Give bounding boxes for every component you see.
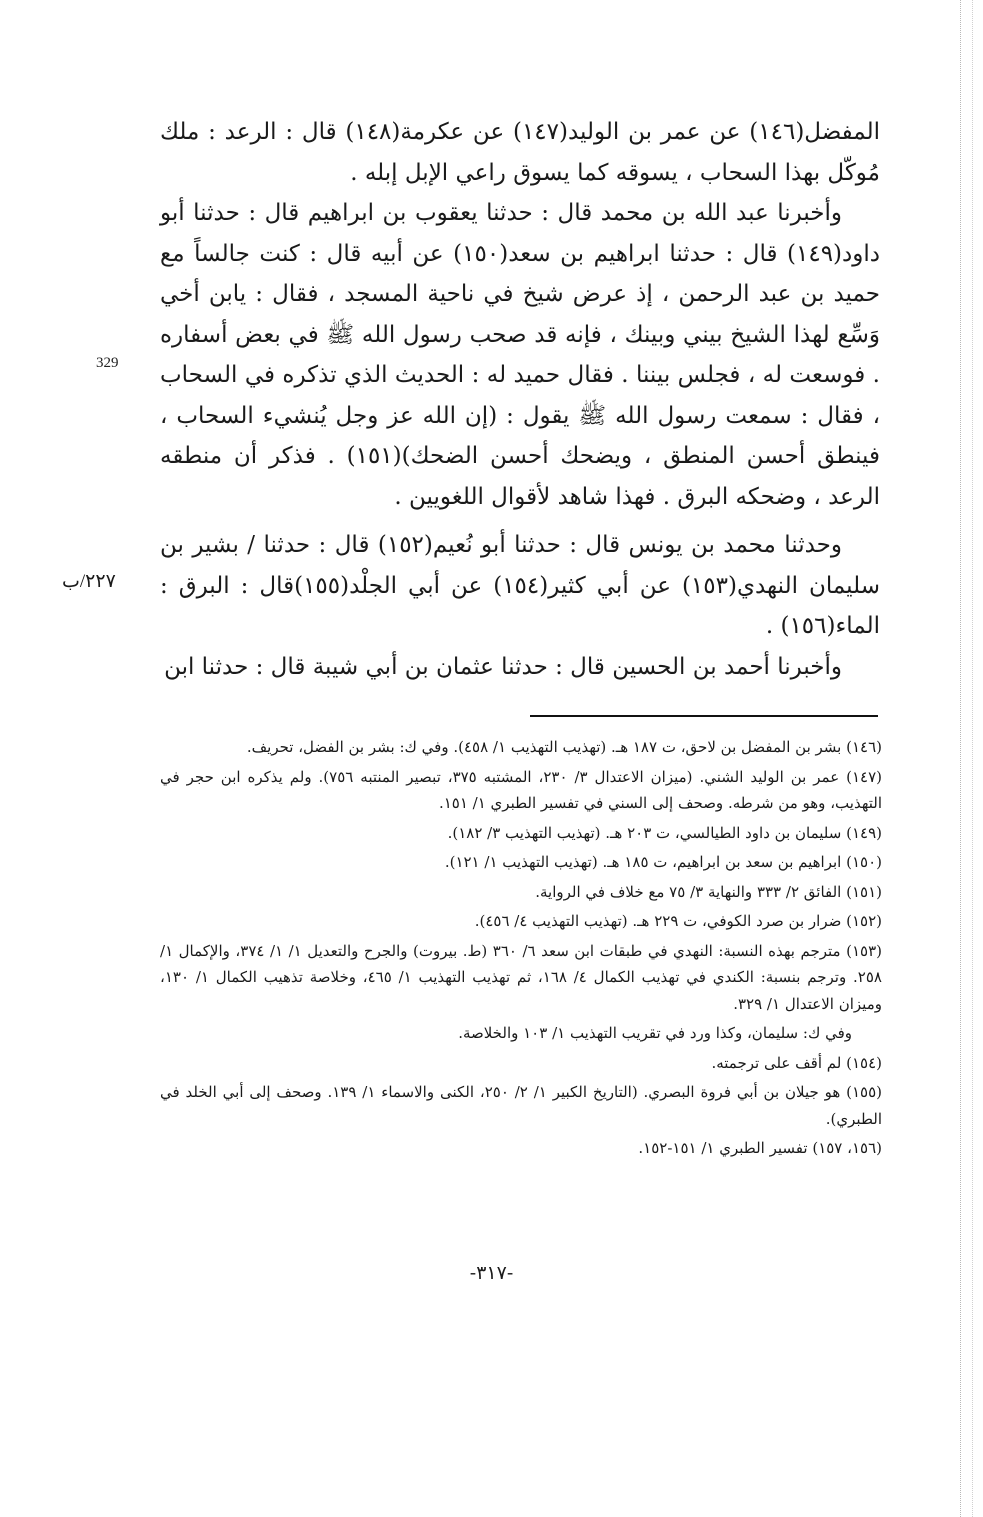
footnote-150: (١٥٠) ابراهيم بن سعد بن ابراهيم، ت ١٨٥ هـ. (تهذيب التهذيب ١/ ١٢١).: [444, 853, 882, 871]
footnotes-section: [160, 734, 882, 1165]
footnote-154: (١٥٤) لم أقف على ترجمته.: [711, 1053, 882, 1072]
footnote-146: (١٤٦) بشر بن المفضل بن لاحق، ت ١٨٧ هـ. (تهذيب التهذيب ١/ ٤٥٨). وفي ك: بشر بن الفضل، تحريف.: [246, 738, 882, 756]
paragraph-1: المفضل(١٤٦) عن عمر بن الوليد(١٤٧) عن عكرمة(١٤٨) قال : الرعد : ملك مُوكّل بهذا السحاب ، يسوقه كما يسوق راعي الإبل إبله .: [160, 119, 880, 186]
scan-edge-line: [960, 0, 961, 1517]
paragraph-2: وأخبرنا عبد الله بن محمد قال : حدثنا يعقوب بن ابراهيم قال : حدثنا أبو داود(١٤٩) قال : حدثنا ابراهيم بن سعد(١٥٠) عن أبيه قال : كنت جالساً مع حميد بن عبد الرحمن ، إذ عرض شيخ في ناحية المسجد ، فقال : يابن أخي وَسِّع لهذا الشيخ بيني وبينك ، فإنه قد صحب رسول الله ﷺ في بعض أسفاره . فوسعت له ، فجلس بيننا . فقال حميد له : الحديث الذي تذكره في السحاب ، فقال : سمعت رسول الله ﷺ يقول : (إن الله عز وجل يُنشيء السحاب ، فينطق أحسن المنطق ، ويضحك أحسن الضحك)(١٥١) . فذكر أن منطقه الرعد ، وضحكه البرق . فهذا شاهد لأقوال اللغويين .: [160, 200, 881, 510]
page-number: -٣١٧-: [469, 1262, 514, 1284]
footnote-155: (١٥٥) هو جيلان بن أبي فروة البصري. (التاريخ الكبير ١/ ٢/ ٢٥٠، الكنى والاسماء ١/ ١٣٩. وصحف إلى أبي الخلد في الطبري).: [160, 1083, 883, 1128]
scan-edge-line-outer: [972, 0, 973, 1517]
footnote-153: (١٥٣) مترجم بهذه النسبة: النهدي في طبقات ابن سعد ٦/ ٣٦٠ (ط. بيروت) والجرح والتعديل ١/ ١/ ٣٧٤، والإكمال ١/ ٢٥٨. وترجم بنسبة: الكندي في تهذيب الكمال ٤/ ١٦٨، ثم تهذيب التهذيب ١/ ٤٦٥، وخلاصة تذهيب الكمال ١/ ١٣٠، وميزان الاعتدال ١/ ٣٢٩.: [160, 941, 882, 1013]
footnote-147: (١٤٧) عمر بن الوليد الشني. (ميزان الاعتدال ٣/ ٢٣٠، المشتبه ٣٧٥، تبصير المنتبه ٧٥٦). ولم يذكره ابن حجر في التهذيب، وهو من شرطه. وصحف إلى السني في تفسير الطبري ١/ ١٥١.: [160, 767, 883, 812]
main-text-body: [160, 112, 880, 687]
footnote-156-157: (١٥٦، ١٥٧) تفسير الطبري ١/ ١٥١-١٥٢.: [638, 1139, 882, 1157]
footnote-153-continuation: وفي ك: سليمان، وكذا ورد في تقريب التهذيب ١/ ١٠٣ والخلاصة.: [458, 1024, 852, 1042]
footnote-separator-rule: [530, 715, 878, 717]
folio-mark: ٢٢٧/ب: [62, 571, 116, 592]
footnote-151: (١٥١) الفائق ٢/ ٣٣٣ والنهاية ٣/ ٧٥ مع خلاف في الرواية.: [535, 882, 882, 901]
paragraph-3: وحدثنا محمد بن يونس قال : حدثنا أبو نُعيم(١٥٢) قال : حدثنا / بشير بن سليمان النهدي(١٥٣) عن أبي كثير(١٥٤) عن أبي الجلْد(١٥٥)قال : البرق : الماء(١٥٦) .: [160, 532, 880, 639]
footnote-152: (١٥٢) ضرار بن صرد الكوفي، ت ٢٢٩ هـ. (تهذيب التهذيب ٤/ ٤٥٦).: [474, 912, 882, 930]
paragraph-4: وأخبرنا أحمد بن الحسين قال : حدثنا عثمان بن أبي شيبة قال : حدثنا ابن: [164, 653, 842, 680]
footnote-149: (١٤٩) سليمان بن داود الطيالسي، ت ٢٠٣ هـ. (تهذيب التهذيب ٣/ ١٨٢).: [447, 823, 882, 842]
manuscript-side-number: 329: [96, 355, 119, 371]
